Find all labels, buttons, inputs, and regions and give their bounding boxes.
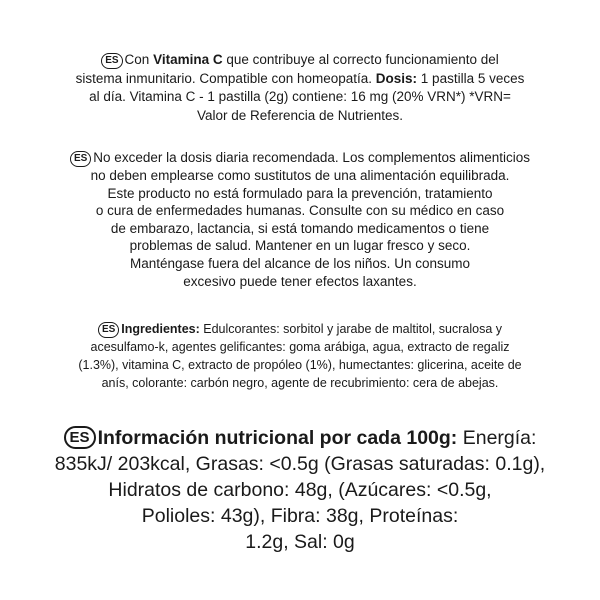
para3-line: anís, colorante: carbón negro, agente de recubrimiento: cera de abejas.: [101, 376, 499, 390]
dosis-bold: Dosis:: [375, 70, 418, 86]
para1-line-3: al día. Vitamina C - 1 pastilla (2g) contiene: 16 mg (20% VRN*) *VRN=: [89, 89, 511, 104]
language-badge-es: ES: [101, 53, 122, 69]
para1-line-4: Valor de Referencia de Nutrientes.: [196, 107, 404, 123]
text: Energía:: [457, 427, 537, 449]
para2-line: de embarazo, lactancia, si está tomando medicamentos o tiene: [110, 220, 490, 236]
language-badge-es: ES: [98, 322, 119, 338]
nutrition-info-paragraph: [0, 425, 600, 555]
para1-line-2: [0, 70, 600, 89]
para3-line: (1.3%), vitamina C, extracto de propóleo (1%), humectantes: glicerina, aceite de: [78, 358, 522, 372]
para4-line: Hidratos de carbono: 48g, (Azúcares: <0.5g,: [108, 479, 492, 501]
para2-line: excesivo puede tener efectos laxantes.: [183, 273, 417, 289]
text: Edulcorantes: sorbitol y jarabe de maltitol, sucralosa y: [199, 322, 503, 336]
vitamin-c-bold: Vitamina C: [153, 52, 223, 67]
nutrition-label: Información nutricional por cada 100g:: [97, 427, 458, 449]
para2-line-1: [0, 149, 600, 167]
warnings-paragraph: [0, 149, 600, 290]
para4-line: Polioles: 43g), Fibra: 38g, Proteínas:: [141, 505, 459, 527]
text: sistema inmunitario. Compatible con homeopatía.: [75, 70, 376, 86]
para3-line-1: [0, 320, 600, 338]
vitamin-c-description: [0, 51, 600, 125]
para2-line: Este producto no está formulado para la prevención, tratamiento: [107, 185, 493, 201]
para2-line: o cura de enfermedades humanas. Consulte con su médico en caso: [95, 203, 505, 219]
language-badge-es: ES: [64, 426, 96, 449]
para4-line: 835kJ/ 203kcal, Grasas: <0.5g (Grasas saturadas: 0.1g),: [54, 453, 546, 475]
ingredients-paragraph: [0, 320, 600, 392]
para4-line: 1.2g, Sal: 0g: [245, 531, 355, 553]
para2-line: problemas de salud. Mantener en un lugar fresco y seco.: [129, 238, 471, 254]
text: que contribuye al correcto funcionamiento del: [222, 52, 499, 67]
ingredients-label: Ingredientes:: [121, 322, 200, 336]
text: 1 pastilla 5 veces: [417, 70, 525, 86]
text: No exceder la dosis diaria recomendada. Los complementos alimenticios: [93, 150, 531, 165]
language-badge-es: ES: [70, 151, 91, 167]
para2-line: no deben emplearse como sustitutos de una alimentación equilibrada.: [90, 168, 510, 183]
para4-line-1: [0, 425, 600, 451]
text: Con: [124, 52, 154, 67]
para3-line: acesulfamo-k, agentes gelificantes: goma arábiga, agua, extracto de regaliz: [90, 340, 510, 354]
para1-line-1: [0, 51, 600, 70]
para2-line: Manténgase fuera del alcance de los niños. Un consumo: [130, 255, 470, 271]
